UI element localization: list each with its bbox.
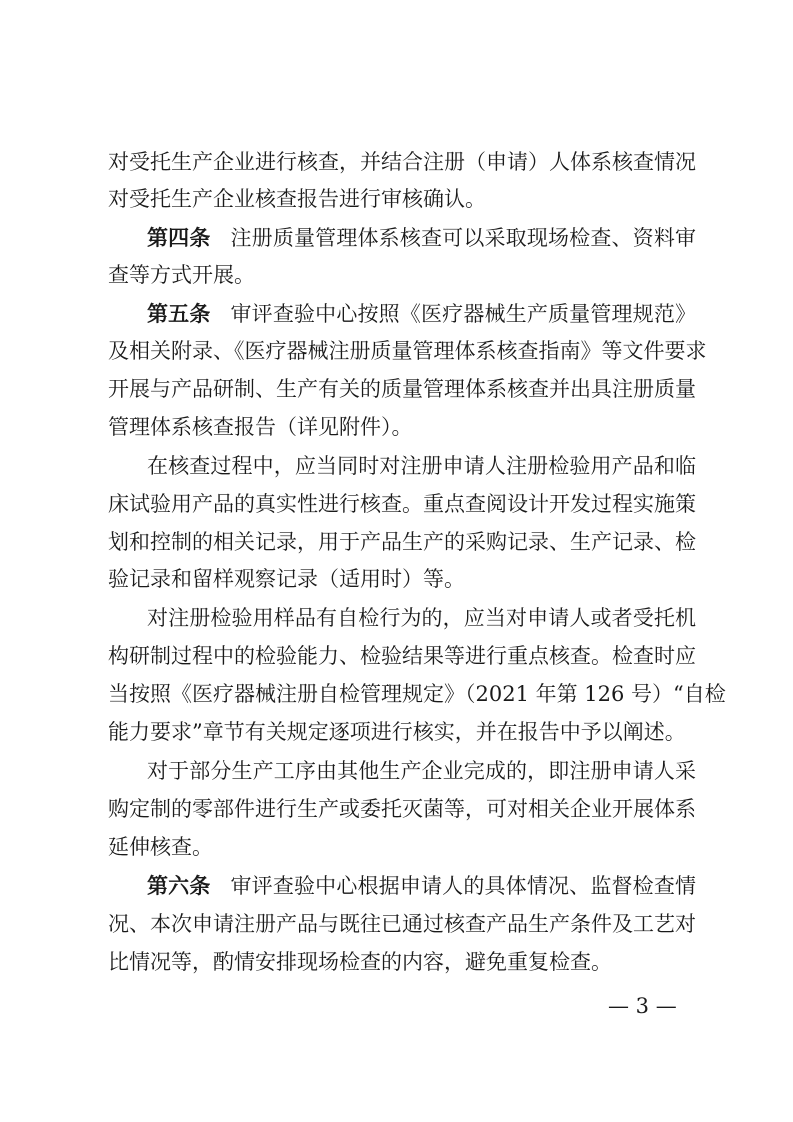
text-line: 比情况等，酌情安排现场检查的内容，避免重复检查。 xyxy=(108,950,612,974)
text-line: 对受托生产企业进行核查，并结合注册（申请）人体系核查情况 xyxy=(108,150,696,174)
text-line: 床试验用产品的真实性进行核查。重点查阅设计开发过程实施策 xyxy=(108,492,696,516)
text-line: 当按照《医疗器械注册自检管理规定》（2021 年第 126 号）“自检 xyxy=(108,682,726,706)
article-4-label: 第四条 xyxy=(147,226,211,250)
text-line: 审评查验中心根据申请人的具体情况、监督检查情 xyxy=(230,874,696,898)
text-line: 对注册检验用样品有自检行为的，应当对申请人或者受托机 xyxy=(147,606,696,630)
text-line: 况、本次申请注册产品与既往已通过核查产品生产条件及工艺对 xyxy=(108,912,696,936)
article-6-label: 第六条 xyxy=(147,874,211,898)
article-5-first-line xyxy=(147,301,696,329)
text-line: 购定制的零部件进行生产或委托灭菌等，可对相关企业开展体系 xyxy=(108,797,696,821)
text-line: 管理体系核查报告（详见附件）。 xyxy=(108,415,413,439)
article-6-first-line xyxy=(147,873,696,901)
text-line: 能力要求”章节有关规定逐项进行核实，并在报告中予以阐述。 xyxy=(108,720,686,744)
text-line: 划和控制的相关记录，用于产品生产的采购记录、生产记录、检 xyxy=(108,530,696,554)
text-line: 及相关附录、《医疗器械注册质量管理体系核查指南》等文件要求 xyxy=(108,339,707,363)
page-number: — 3 — xyxy=(608,994,677,1018)
text-line: 审评查验中心按照《医疗器械生产质量管理规范》 xyxy=(230,302,696,326)
text-line: 开展与产品研制、生产有关的质量管理体系核查并出具注册质量 xyxy=(108,377,696,401)
text-line: 验记录和留样观察记录（适用时）等。 xyxy=(108,567,465,591)
text-line: 在核查过程中，应当同时对注册申请人注册检验用产品和临 xyxy=(147,454,696,478)
text-line: 对于部分生产工序由其他生产企业完成的，即注册申请人采 xyxy=(147,759,696,783)
article-5-label: 第五条 xyxy=(147,302,211,326)
text-line: 对受托生产企业核查报告进行审核确认。 xyxy=(108,187,486,211)
text-line: 注册质量管理体系核查可以采取现场检查、资料审 xyxy=(230,226,696,250)
text-line: 延伸核查。 xyxy=(108,835,213,859)
text-line: 查等方式开展。 xyxy=(108,263,255,287)
article-4-first-line xyxy=(147,225,696,253)
text-line: 构研制过程中的检验能力、检验结果等进行重点核查。检查时应 xyxy=(108,644,696,668)
